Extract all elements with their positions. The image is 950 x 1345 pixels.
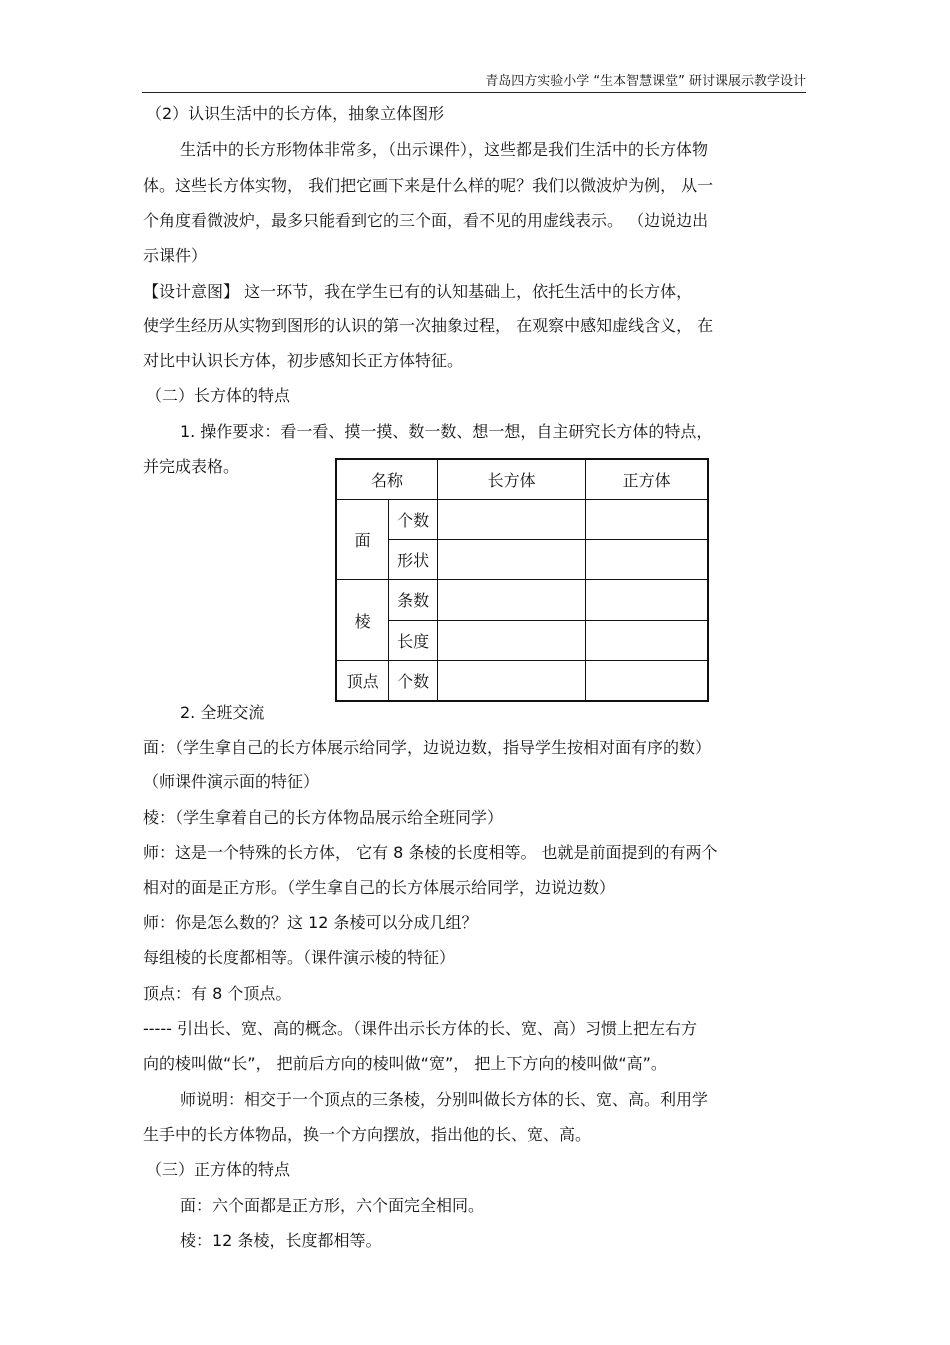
table-group-label: 面	[336, 500, 389, 580]
paragraph-line: 棱：（学生拿着自己的长方体物品展示给全班同学）	[143, 808, 504, 827]
comparison-table	[335, 458, 709, 702]
table-cell	[586, 620, 708, 660]
table-cell	[586, 580, 708, 620]
paragraph-line: 面：（学生拿自己的长方体展示给同学，边说边数，指导学生按相对面有序的数）	[143, 738, 712, 757]
table-row-label: 长度	[389, 620, 438, 660]
paragraph-line: 生手中的长方体物品，换一个方向摆放，指出他的长、宽、高。	[143, 1125, 592, 1144]
table-cell	[438, 580, 586, 620]
paragraph-line: 体。这些长方体实物， 我们把它画下来是什么样的呢？我们以微波炉为例， 从一	[143, 176, 714, 195]
section-heading: （三）正方体的特点	[146, 1160, 291, 1179]
table-cell	[438, 500, 586, 540]
paragraph-line: 师说明：相交于一个顶点的三条棱，分别叫做长方体的长、宽、高。利用学	[180, 1090, 709, 1109]
table-header-name: 名称	[336, 459, 438, 500]
table-cell	[438, 660, 586, 701]
table-cell	[586, 660, 708, 701]
design-intent-line: 【设计意图】 这一环节，我在学生已有的认知基础上，依托生活中的长方体，	[143, 282, 693, 301]
table-cell	[586, 500, 708, 540]
table-cell	[586, 540, 708, 580]
paragraph-line: 师：这是一个特殊的长方体， 它有 8 条棱的长度相等。 也就是前面提到的有两个	[143, 843, 718, 862]
table-cell	[438, 620, 586, 660]
header-text: 青岛四方实验小学 “生本智慧课堂” 研讨课展示教学设计	[485, 74, 806, 89]
table-row-label: 个数	[389, 660, 438, 701]
paragraph-line: 相对的面是正方形。（学生拿自己的长方体展示给同学，边说边数）	[143, 878, 616, 897]
table-header-cuboid: 长方体	[438, 459, 586, 500]
table-cell	[438, 540, 586, 580]
table-row-label: 条数	[389, 580, 438, 620]
paragraph-line: 并完成表格。	[143, 457, 240, 476]
section-heading: （二）长方体的特点	[146, 386, 291, 405]
paragraph-line: 示课件）	[143, 246, 208, 265]
paragraph-line: 生活中的长方形物体非常多，（出示课件），这些都是我们生活中的长方体物	[180, 140, 709, 159]
paragraph-line: 面：六个面都是正方形，六个面完全相同。	[180, 1196, 485, 1215]
paragraph-line: ----- 引出长、宽、高的概念。（课件出示长方体的长、宽、高）习惯上把左右方	[143, 1019, 697, 1038]
table-group-label: 棱	[336, 580, 389, 660]
paragraph-line: （师课件演示面的特征）	[143, 772, 320, 791]
table-row-label: 个数	[389, 500, 438, 540]
table-header-cube: 正方体	[586, 459, 708, 500]
paragraph-line: 师：你是怎么数的？这 12 条棱可以分成几组？	[143, 913, 478, 932]
page-header	[142, 66, 806, 93]
table-row-label: 形状	[389, 540, 438, 580]
paragraph-line: 1. 操作要求：看一看、摸一摸、数一数、想一想，自主研究长方体的特点，	[180, 422, 713, 441]
paragraph-line: 使学生经历从实物到图形的认识的第一次抽象过程， 在观察中感知虚线含义， 在	[143, 316, 714, 335]
table-group-label: 顶点	[336, 660, 389, 701]
paragraph-line: 棱：12 条棱，长度都相等。	[180, 1231, 382, 1250]
paragraph-line: 对比中认识长方体，初步感知长正方体特征。	[143, 351, 464, 370]
section-subtitle: （2）认识生活中的长方体，抽象立体图形	[146, 104, 445, 123]
paragraph-line: 2. 全班交流	[180, 703, 265, 722]
paragraph-line: 每组棱的长度都相等。（课件演示棱的特征）	[143, 948, 456, 967]
paragraph-line: 向的棱叫做“长”， 把前后方向的棱叫做“宽”， 把上下方向的棱叫做“高”。	[143, 1054, 667, 1073]
paragraph-line: 个角度看微波炉，最多只能看到它的三个面，看不见的用虚线表示。 （边说边出	[143, 211, 709, 230]
paragraph-line: 顶点：有 8 个顶点。	[143, 984, 292, 1003]
